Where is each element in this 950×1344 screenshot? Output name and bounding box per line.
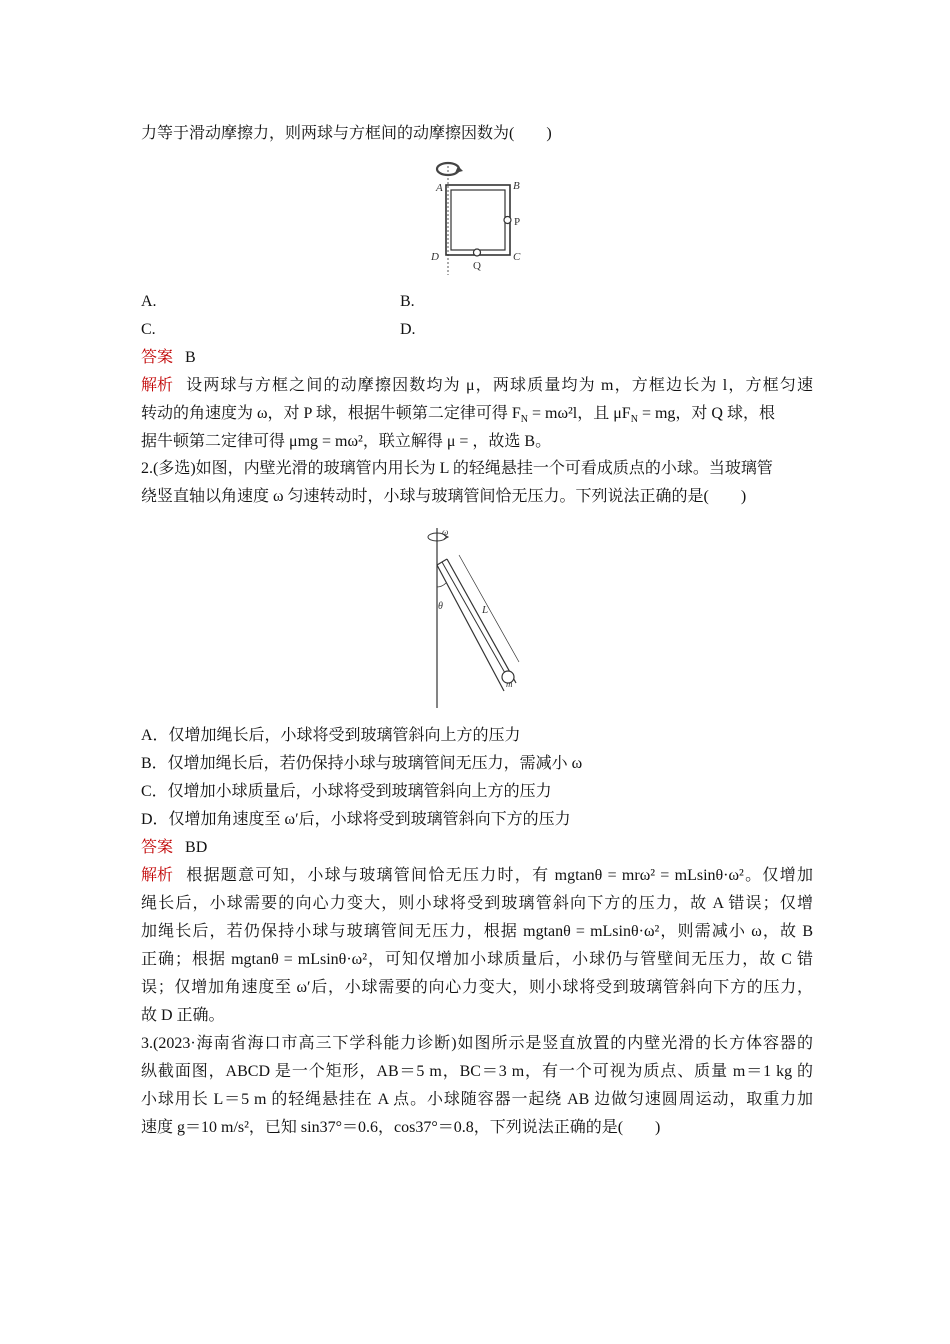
tube-wall-inner (447, 559, 516, 683)
q1-analysis-line-3: 据牛顿第二定律可得 μmg = mω²，联立解得 μ = ，故选 B。 (141, 433, 552, 450)
q2-option-d[interactable]: D．仅增加角速度至 ω′后，小球将受到玻璃管斜向下方的压力 (141, 811, 571, 828)
q1-stem-end: 力等于滑动摩擦力，则两球与方框间的动摩擦因数为( ) (141, 125, 552, 142)
q3-stem-line-1: 3.(2023·海南省海口市高三下学科能力诊断)如图所示是竖直放置的内壁光滑的长方体容器的 (141, 1035, 813, 1052)
label-q: Q (473, 260, 481, 272)
label-omega: ω (442, 527, 449, 537)
tube-wall-outer (437, 565, 504, 691)
analysis-label: 解析 (141, 867, 174, 884)
q2-analysis-line-2: 绳长后，小球需要的向心力变大，则小球将受到玻璃管斜向下方的压力，故 A 错误；仅增 (141, 895, 813, 912)
q1-analysis-line-1: 解析 设两球与方框之间的动摩擦因数均为 μ，两球质量均为 m，方框边长为 l，方框匀速 (141, 377, 813, 394)
q1-analysis-line-2: 转动的角速度为 ω，对 P 球，根据牛顿第二定律可得 $F_N = m\omega^2l$，且 $\mu F_N$ = mg，对 Q 球，根 (141, 405, 775, 426)
string (442, 562, 505, 673)
q2-option-b[interactable]: B．仅增加绳长后，若仍保持小球与玻璃管间无压力，需减小 ω (141, 755, 583, 772)
label-d: D (431, 251, 439, 263)
q1-option-a[interactable]: A. (141, 293, 157, 310)
q2-analysis-line-6: 故 D 正确。 (141, 1007, 225, 1024)
frame-outer (446, 185, 510, 255)
q3-stem-line-3: 小球用长 L＝5 m 的轻绳悬挂在 A 点。小球随容器一起绕 AB 边做匀速圆周运动，取重力加 (141, 1091, 813, 1108)
q2-stem-line-2: 绕竖直轴以角速度 ω 匀速转动时，小球与玻璃管间恰无压力。下列说法正确的是( ) (141, 488, 747, 505)
analysis-label: 解析 (141, 377, 174, 394)
answer-value: BD (185, 839, 208, 856)
q1-answer-line (141, 348, 813, 368)
q2-option-a[interactable]: A．仅增加绳长后，小球将受到玻璃管斜向上方的压力 (141, 727, 521, 744)
q3-stem-line-4: 速度 g＝10 m/s²，已知 sin37°＝0.6，cos37°＝0.8，下列说法正确的是( ) (141, 1119, 661, 1136)
q2-option-c[interactable]: C．仅增加小球质量后，小球将受到玻璃管斜向上方的压力 (141, 783, 552, 800)
q1-option-c[interactable]: C. (141, 321, 156, 338)
label-theta: θ (438, 601, 443, 612)
q2-figure-tube (420, 525, 530, 710)
label-l: L (482, 604, 489, 616)
q2-analysis-line-3: 加绳长后，若仍保持小球与玻璃管间无压力，根据 mgtanθ = mLsinθ·ω²，则需减小 ω，故 B (141, 923, 813, 940)
q2-stem-line-1: 2.(多选)如图，内壁光滑的玻璃管内用长为 L 的轻绳悬挂一个可看成质点的小球。当玻璃管 (141, 460, 773, 477)
q2-analysis-line-4: 正确；根据 mgtanθ = mLsinθ·ω²，可知仅增加小球质量后，小球仍与管壁间无压力，故 C 错 (141, 951, 813, 968)
frame-inner (451, 190, 505, 250)
q1-option-b[interactable]: B. (400, 293, 415, 310)
q2-answer-line (141, 838, 813, 858)
label-c: C (513, 251, 521, 263)
q2-analysis-line-1: 解析 根据题意可知，小球与玻璃管间恰无压力时，有 mgtanθ = mrω² = mLsinθ·ω²。仅增加 (141, 867, 813, 884)
q3-stem-line-2: 纵截面图，ABCD 是一个矩形，AB＝5 m，BC＝3 m，有一个可视为质点、质量 m＝1 kg 的 (141, 1063, 813, 1080)
answer-label: 答案 (141, 349, 174, 366)
answer-label: 答案 (141, 839, 174, 856)
angle-arc (437, 583, 446, 587)
q1-figure-square-frame (425, 157, 530, 275)
label-p: P (514, 216, 521, 228)
label-m: m (506, 679, 513, 689)
ball-q (474, 249, 481, 256)
label-b: B (513, 180, 520, 192)
q1-option-d[interactable]: D. (400, 321, 416, 338)
rotation-arrow-icon (437, 163, 463, 175)
answer-value: B (185, 349, 196, 366)
ball-p (504, 217, 511, 224)
q2-analysis-line-5: 误；仅增加角速度至 ω′后，小球需要的向心力变大，则小球将受到玻璃管斜向下方的压力， (141, 979, 813, 996)
label-a: A (436, 182, 443, 194)
